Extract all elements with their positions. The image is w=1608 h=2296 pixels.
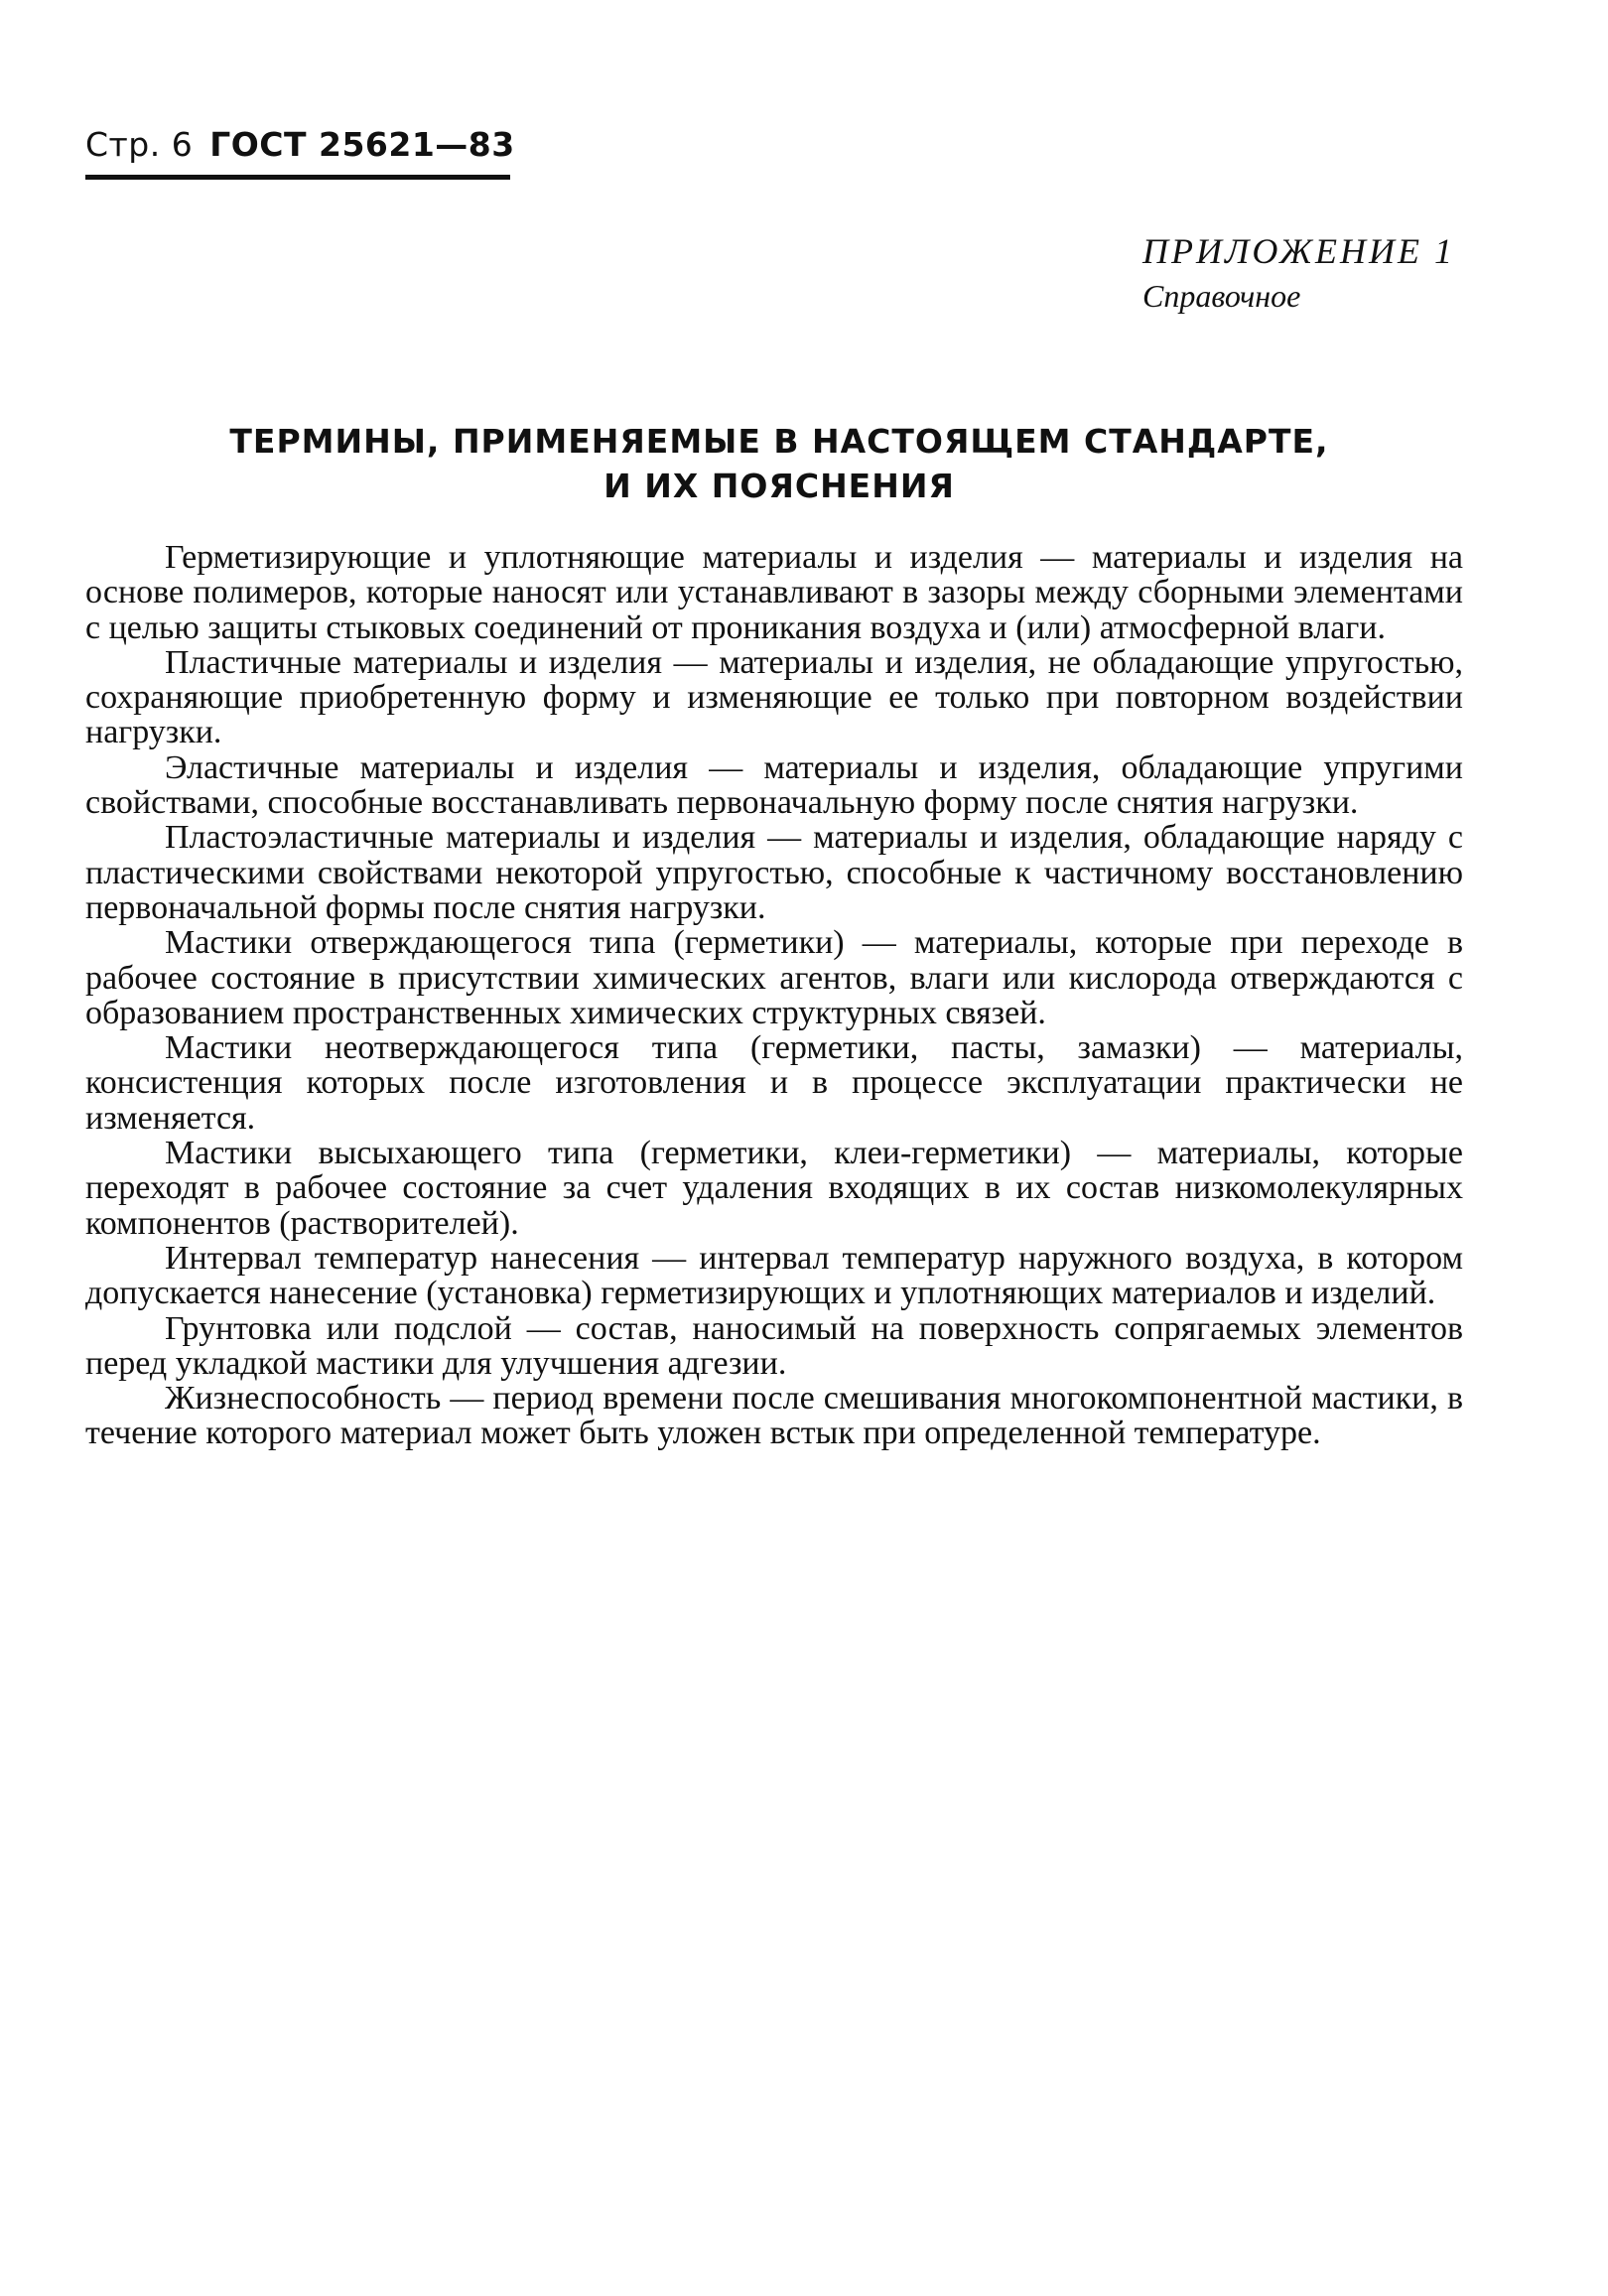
page-number: Стр. 6 (85, 125, 194, 164)
term-paragraph: Грунтовка или подслой — состав, наносимый на поверхность сопрягаемых элементов перед укладкой мастики для улучшения адгезии. (85, 1309, 1463, 1382)
term-paragraph: Пластоэластичные материалы и изделия — материалы и изделия, обладающие наряду с пластическими свойствами некоторой упругостью, способные к частичному восстановлению первоначальной формы после снятия нагрузки. (85, 819, 1463, 926)
term-paragraph: Интервал температур нанесения — интервал температур наружного воздуха, в котором допускается нанесение (установка) герметизирующих и уплотняющих материалов и изделий. (85, 1239, 1463, 1312)
section-title (119, 419, 1439, 508)
term-paragraph: Герметизирующие и уплотняющие материалы и изделия — материалы и изделия на основе полимеров, которые наносят или устанавливают в зазоры между сборными элементами с целью защиты стыковых соединений от проникания воздуха и (или) атмосферной влаги. (85, 539, 1463, 646)
term-paragraph: Мастики неотверждающегося типа (герметики, пасты, замазки) — материалы, консистенция которых после изготовления и в процессе эксплуатации практически не изменяется. (85, 1029, 1463, 1137)
term-paragraph: Мастики отверждающегося типа (герметики) — материалы, которые при переходе в рабочее состояние в присутствии химических агентов, влаги или кислорода отверждаются с образованием пространственных химических структурных связей. (85, 924, 1463, 1031)
appendix-label: ПРИЛОЖЕНИЕ 1 (1142, 231, 1455, 271)
term-paragraph: Пластичные материалы и изделия — материалы и изделия, не обладающие упругостью, сохраняющие приобретенную форму и изменяющие ее только при повторном воздействии нагрузки. (85, 643, 1463, 751)
standard-number: ГОСТ 25621—83 (209, 125, 515, 164)
terms-body (85, 540, 1463, 1451)
header-rule (85, 175, 510, 180)
term-paragraph: Жизнеспособность — период времени после смешивания многокомпонентной мастики, в течение которого материал может быть уложен встык при определенной температуре. (85, 1380, 1463, 1452)
section-title-line-2: И ИХ ПОЯСНЕНИЯ (603, 467, 955, 505)
term-paragraph: Эластичные материалы и изделия — материалы и изделия, обладающие упругими свойствами, способные восстанавливать первоначальную форму после снятия нагрузки. (85, 748, 1463, 822)
term-paragraph: Мастики высыхающего типа (герметики, клеи-герметики) — материалы, которые переходят в рабочее состояние за счет удаления входящих в их состав низкомолекулярных компонентов (растворителей). (85, 1135, 1463, 1242)
appendix-sublabel: Справочное (1142, 278, 1301, 314)
page-header (85, 125, 515, 164)
section-title-line-1: ТЕРМИНЫ, ПРИМЕНЯЕМЫЕ В НАСТОЯЩЕМ СТАНДАРТЕ, (229, 422, 1329, 461)
appendix-block (1142, 230, 1455, 315)
